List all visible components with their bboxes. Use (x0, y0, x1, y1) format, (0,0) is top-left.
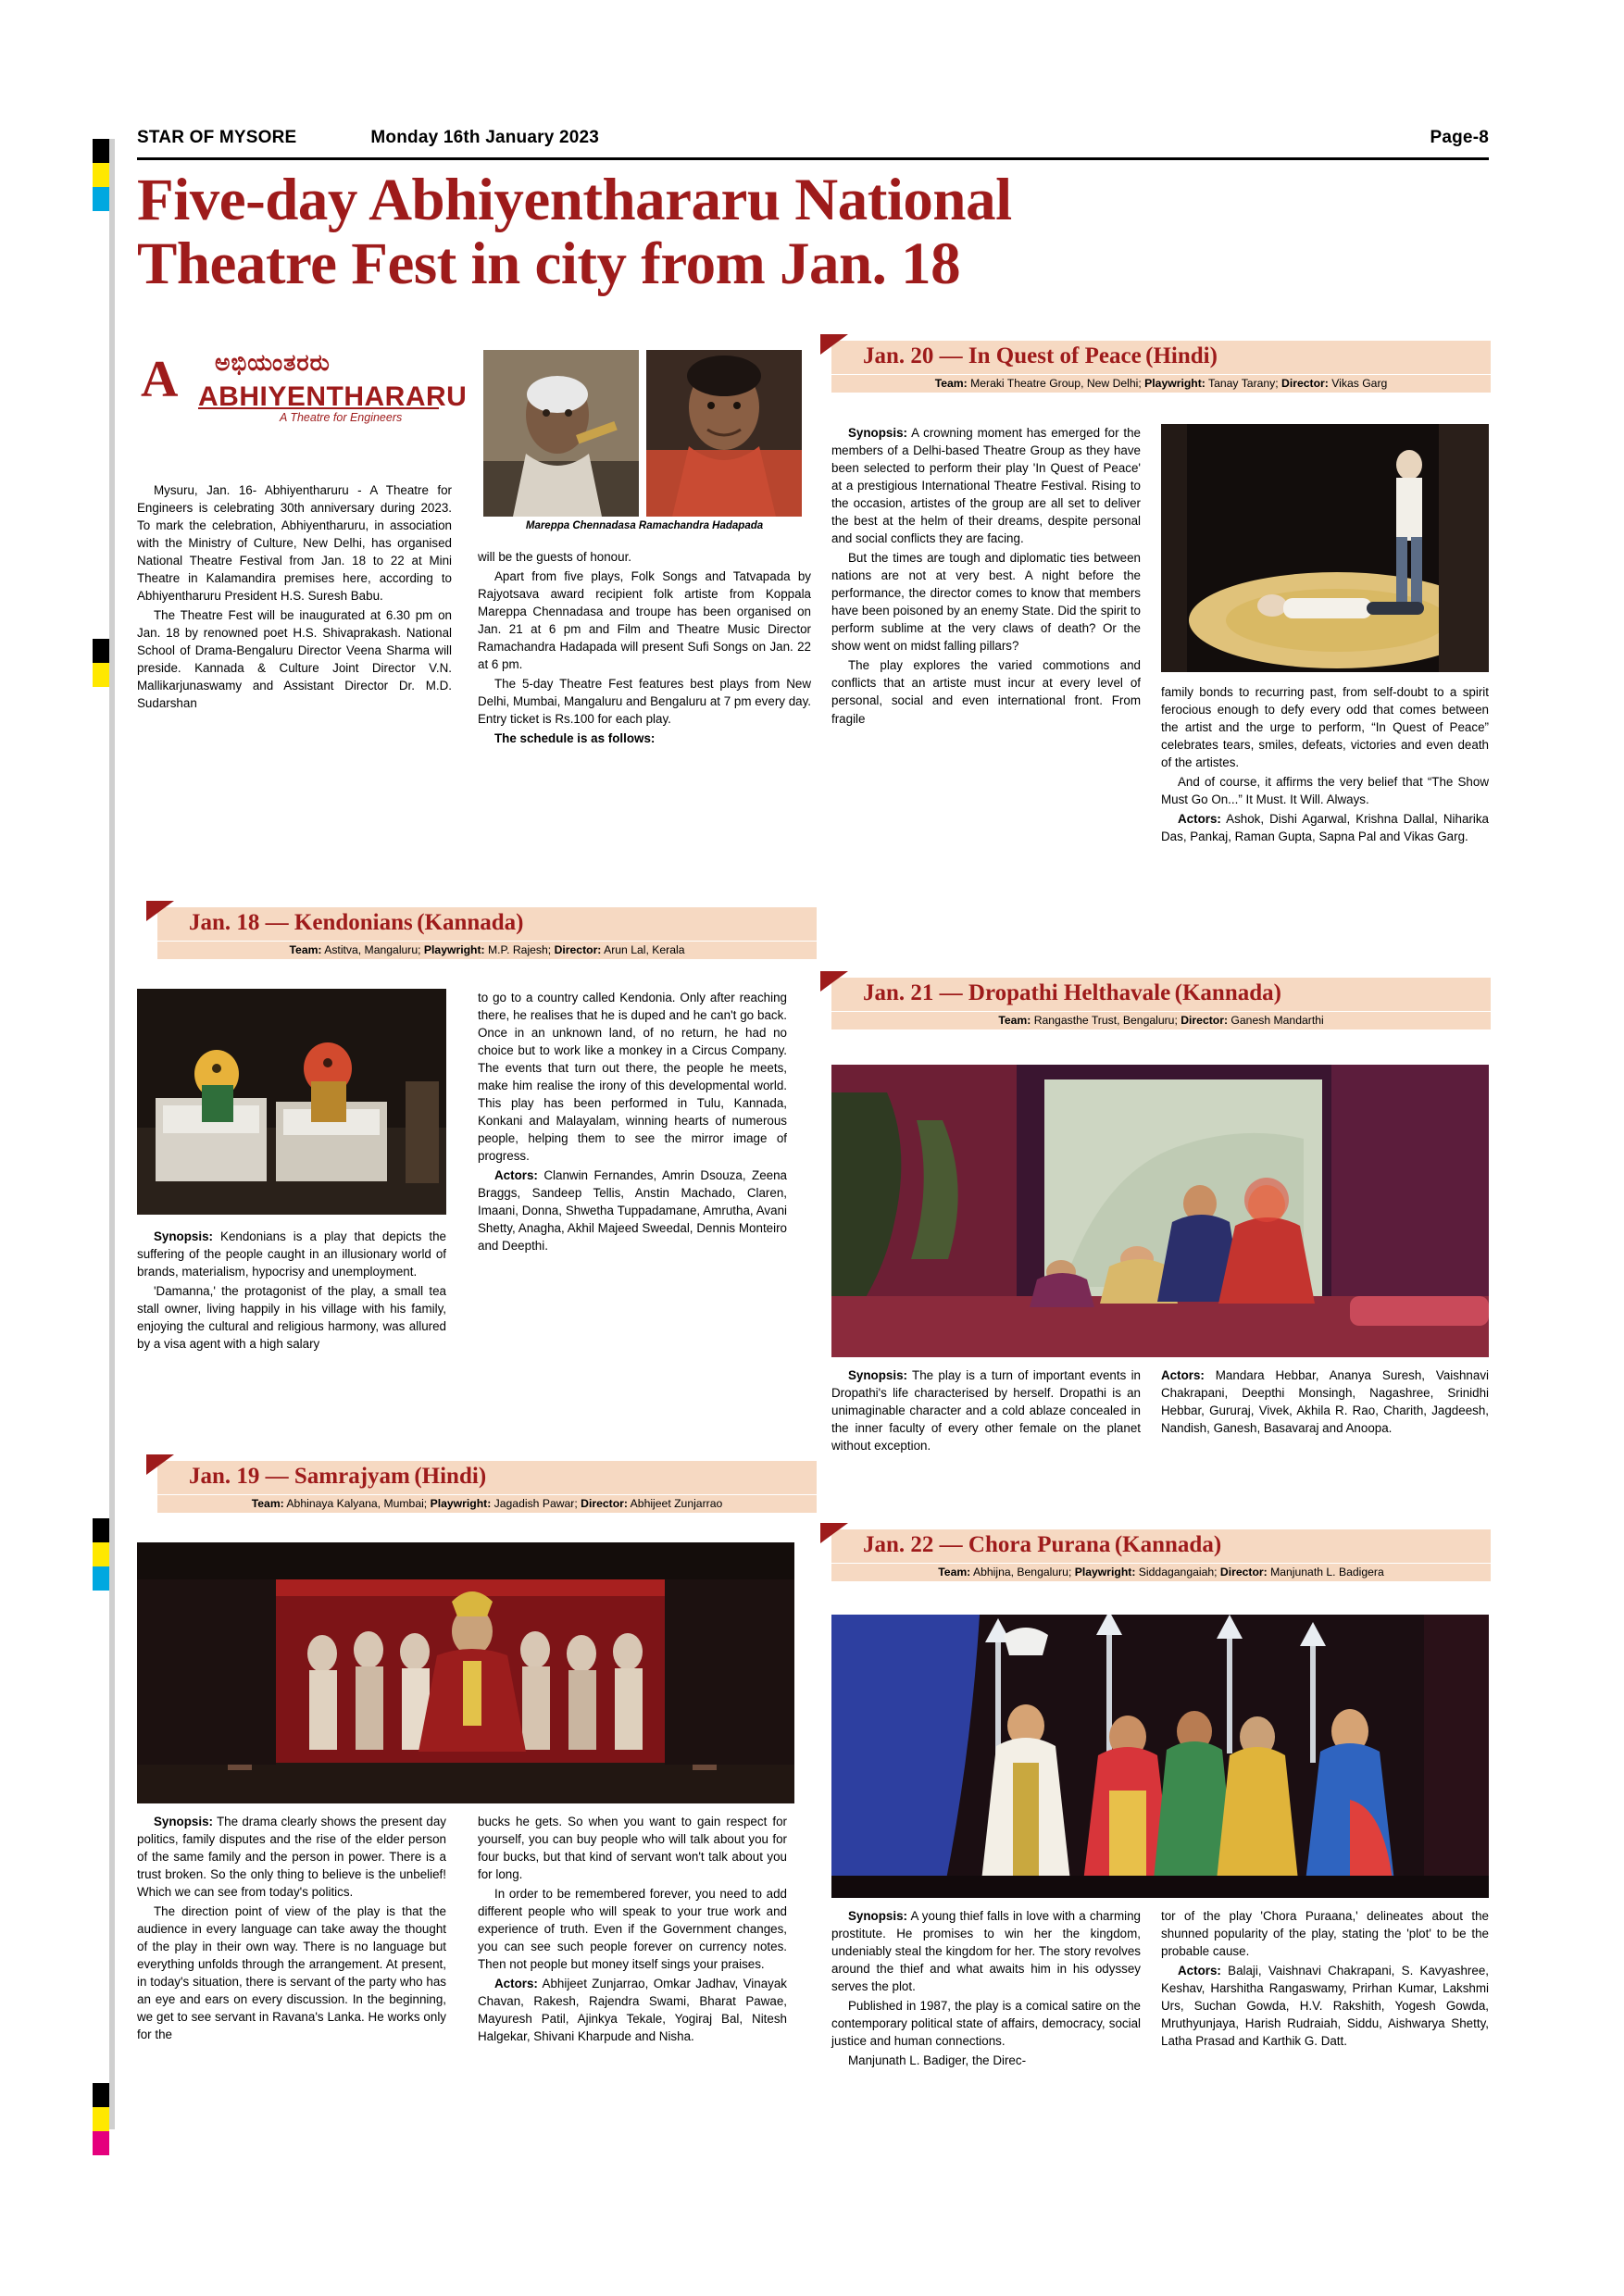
kendonians-text-col-b (478, 989, 787, 1256)
chora-actors-label: Actors: (1178, 1964, 1221, 1978)
section-quest-of-peace-team: Team: Meraki Theatre Group, New Delhi; Playwright: Tanay Tarany; Director: Vikas Garg (831, 374, 1491, 393)
section-chora-purana (831, 1529, 1491, 1581)
chora-paragraph-3: Manjunath L. Badiger, the Direc- (848, 2053, 1027, 2068)
chora-actors-text: Balaji, Vaishnavi Chakrapani, S. Kavyashree, Keshav, Harshitha Rangaswamy, Prirhan Kumar, Lakshmi Urs, Suchan Gowda, H.V. Rakshith, Yogesh Gowda, Mruthyunjaya, Harish Rudraiah, Siddu, Aishwarya Shetty, Latha Prasad and Karthik G. Datt. (1161, 1964, 1489, 2049)
quest-synopsis-text: A crowning moment has emerged for the members of a Delhi-based Theatre Group as they have been selected to perform their play 'In Quest of Peace' at a prestigious International Theatre Festival. Rising to the occasion, artistes of the group are all set to deliver the best at the helm of their dreams, despite personal and social conflicts they are facing. (831, 426, 1141, 546)
flag-icon (820, 1523, 848, 1543)
samrajyam-paragraph-3: bucks he gets. So when you want to gain respect for yourself, you can buy people who will talk about you for four bucks, but that kind of servant won't talk about you for long. (478, 1815, 787, 1882)
section-quest-of-peace-header (831, 341, 1491, 374)
margin-rule (109, 139, 115, 2129)
quest-paragraph-4: family bonds to recurring past, from self-doubt to a spirit ferocious enough to defy every odd that comes between the artist and the urge to perform, “In Quest of Peace” celebrates tears, smiles, defeats, victories and even death of the artistes. (1161, 685, 1489, 770)
photo-art-samrajyam (137, 1542, 794, 1803)
quest-actors-label: Actors: (1178, 812, 1221, 827)
intro-paragraph-1: Mysuru, Jan. 16- Abhiyentharuru - A Theatre for Engineers is celebrating 30th anniversary during 2023. To mark the celebration, Abhiyentharuru, in association with the Ministry of Culture, New Delhi, has organised National Theatre Festival from Jan. 18 to 22 at Mini Theatre in Kalamandira premises here, according to Abhiyentharuru President H.S. Suresh Babu. (137, 483, 452, 604)
section-kendonians-language: (Kannada) (417, 910, 524, 935)
samrajyam-actors-label: Actors: (494, 1977, 538, 1991)
chora-text-col-b (1161, 1907, 1489, 2052)
photo-kendonians (137, 989, 446, 1215)
photo-art-mareppa (483, 350, 639, 517)
logo-kannada-text: ಅಭಿಯಂತರರು (215, 350, 331, 376)
quest-paragraph-2: But the times are tough and diplomatic ties between nations are not at very best. A night before the performance, the director comes to know that members have been poisoned by an enemy State. Did the spirit to perform sublime at the very claws of death? Or the show went on midst falling pillars? (831, 551, 1141, 654)
kendonians-synopsis-label: Synopsis: (154, 1229, 213, 1243)
section-chora-purana-title: Jan. 22 — Chora Purana (863, 1532, 1111, 1557)
page-number: Page-8 (1430, 128, 1489, 147)
flag-icon (820, 334, 848, 355)
logo-name: ABHIYENTHARARU (198, 381, 468, 412)
section-quest-of-peace (831, 341, 1491, 393)
samrajyam-synopsis (137, 1813, 446, 1901)
section-samrajyam (157, 1461, 817, 1513)
samrajyam-paragraph-4: In order to be remembered forever, you need to add different people who will speak to your true work and experience of truth. Even if the Government changes, you can see such people forever on currency notes. Then not people but money itself sings your praises. (478, 1887, 787, 1972)
logo-tagline: A Theatre for Engineers (280, 411, 403, 424)
quest-paragraph-5: And of course, it affirms the very belief that “The Show Must Go On...” It Must. It Will. Always. (1161, 775, 1489, 807)
section-samrajyam-header (157, 1461, 817, 1494)
section-kendonians (157, 907, 817, 959)
issue-date: Monday 16th January 2023 (370, 128, 600, 147)
section-dropathi-language: (Kannada) (1174, 980, 1281, 1005)
photo-dropathi (831, 1065, 1489, 1357)
kendonians-paragraph-3: to go to a country called Kendonia. Only after reaching there, he realises that he is duped and he can't go back. Once in an unknown land, of no return, he had no choice but to work like a monkey in a Circus Company. The events that turn out there, the people he meets, make him realise the irony of this developmental world. This play has been performed in Tulu, Kannada, Konkani and Malayalam, winning hearts of numerous people, helping them to see the mirror image of progress. (478, 991, 787, 1164)
chora-paragraph-4: tor of the play 'Chora Puraana,' delineates about the shunned popularity of the play, stating the 'plot' to be the probable cause. (1161, 1909, 1489, 1959)
samrajyam-actors (478, 1975, 787, 2045)
photo-mareppa-chennadasa (483, 350, 639, 517)
intro-column-2 (478, 548, 811, 749)
intro-schedule-lead: The schedule is as follows: (494, 731, 656, 746)
dropathi-synopsis-text: The play is a turn of important events in Dropathi's life characterised by herself. Dropathi is an unimaginable character and a cold ablaze concealed in the inner faculty of every other female on the planet without exception. (831, 1368, 1141, 1454)
logo-letter-a: A (141, 351, 179, 408)
registration-marks-bottom (93, 2083, 109, 2155)
samrajyam-synopsis-label: Synopsis: (154, 1815, 213, 1828)
section-chora-purana-header (831, 1529, 1491, 1563)
section-quest-of-peace-title: Jan. 20 — In Quest of Peace (863, 343, 1142, 368)
kendonians-text-col-a (137, 1228, 446, 1354)
samrajyam-actors-text: Abhijeet Zunjarrao, Omkar Jadhav, Vinayak Chavan, Rakesh, Rajendra Swami, Bharat Pawae, Mayuresh Patil, Ajinkya Tekale, Yogiraj Bal, Nitesh Halgekar, Shivani Kharpude and Nisha. (478, 1977, 787, 2044)
section-dropathi (831, 978, 1491, 1029)
kendonians-actors (478, 1167, 787, 1254)
photo-art-chora-purana (831, 1615, 1489, 1898)
photo-caption-guests: Mareppa Chennadasa Ramachandra Hadapada (525, 520, 764, 531)
quest-synopsis (831, 424, 1141, 547)
dropathi-text-col-b (1161, 1366, 1489, 1439)
chora-synopsis-label: Synopsis: (848, 1909, 907, 1923)
samrajyam-text-col-b (478, 1813, 787, 2047)
kendonians-synopsis (137, 1228, 446, 1280)
paper-name: STAR OF MYSORE (137, 128, 297, 147)
intro-paragraph-5: The 5-day Theatre Fest features best plays from New Delhi, Mumbai, Mangaluru and Bengaluru at 7 pm every day. Entry ticket is Rs.100 for each play. (478, 677, 812, 727)
photo-chora-purana (831, 1615, 1489, 1898)
photo-ramachandra-hadapada (646, 350, 802, 517)
chora-paragraph-2: Published in 1987, the play is a comical satire on the contemporary political state of affairs, democracy, social justice and human connections. (831, 1999, 1141, 2049)
registration-marks-mid2 (93, 1518, 109, 1591)
photo-art-quest-of-peace (1161, 424, 1489, 672)
section-dropathi-title: Jan. 21 — Dropathi Helthavale (863, 980, 1171, 1005)
samrajyam-paragraph-2: The direction point of view of the play is that the audience in every language can take away the thought of the play in their own way. There is no language but everything unfolds through the arrangement. At present, in today's situation, there is servant of the party who has an eye and ears on every discussion. In the beginning, we get to see servant in Ravana's Lanka. He works only for the (137, 1904, 446, 2042)
flag-icon (820, 971, 848, 992)
intro-paragraph-4: Apart from five plays, Folk Songs and Tatvapada by Rajyotsava award recipient folk artiste from Koppala Mareppa Chennadasa and troupe has been organised on Jan. 21 at 6 pm and Film and Theatre Music Director Ramachandra Hadapada will present Sufi Songs on Jan. 22 at 6 pm. (478, 569, 811, 672)
quest-synopsis-label: Synopsis: (848, 426, 907, 440)
section-chora-purana-language: (Kannada) (1114, 1532, 1222, 1557)
abhiyentharuru-logo (141, 350, 468, 431)
headline-line-1: Five-day Abhiyenthararu National (137, 167, 1012, 233)
dropathi-text-col-a (831, 1366, 1141, 1456)
section-kendonians-title: Jan. 18 — Kendonians (189, 910, 413, 935)
quest-text-col-a (831, 424, 1141, 730)
quest-actors-text: Ashok, Dishi Agarwal, Krishna Dallal, Niharika Das, Pankaj, Raman Gupta, Sapna Pal and Vikas Garg. (1161, 812, 1489, 844)
dropathi-actors-text: Mandara Hebbar, Ananya Suresh, Vaishnavi Chakrapani, Deepthi Monsingh, Nagashree, Srinidhi Hebbar, Gururaj, Vivek, Akhila R. Rao, Charith, Jagdeesh, Nandish, Ganesh, Basavaraj and Anoopa. (1161, 1368, 1489, 1436)
photo-art-kendonians (137, 989, 446, 1215)
quest-paragraph-3: The play explores the varied commotions and conflicts that an artiste must incur at every level of personal, social and even international front. From fragile (831, 658, 1141, 726)
masthead (137, 128, 1489, 148)
samrajyam-synopsis-text: The drama clearly shows the present day politics, family disputes and the rise of the elder person of the same family and the person in power. There is a trust broken. So the only thing to believe is the unbelief! Which we can see from today's politics. (137, 1815, 446, 1900)
kendonians-actors-label: Actors: (494, 1168, 538, 1183)
photo-art-ramachandra (646, 350, 802, 517)
dropathi-synopsis (831, 1366, 1141, 1454)
dropathi-actors-label: Actors: (1161, 1368, 1205, 1382)
photo-art-dropathi (831, 1065, 1489, 1357)
chora-actors (1161, 1962, 1489, 2050)
quest-text-col-b (1161, 683, 1489, 847)
masthead-rule (137, 157, 1489, 160)
photo-quest-of-peace (1161, 424, 1489, 672)
dropathi-synopsis-label: Synopsis: (848, 1368, 907, 1382)
chora-synopsis (831, 1907, 1141, 1995)
registration-marks-top (93, 139, 109, 211)
flag-icon (146, 901, 174, 921)
section-dropathi-header (831, 978, 1491, 1011)
section-quest-of-peace-language: (Hindi) (1145, 343, 1218, 368)
photo-samrajyam (137, 1542, 794, 1803)
section-kendonians-header (157, 907, 817, 941)
section-samrajyam-title: Jan. 19 — Samrajyam (189, 1464, 410, 1489)
kendonians-paragraph-2: 'Damanna,' the protagonist of the play, a small tea stall owner, living happily in his village with his family, enjoying the cultural and religious harmony, was allured by a visa agent with a high salary (137, 1284, 446, 1352)
samrajyam-text-col-a (137, 1813, 446, 2045)
kendonians-synopsis-text: Kendonians is a play that depicts the suffering of the people caught in an illusionary world of brands, materialism, hypocrisy and unemployment. (137, 1229, 446, 1279)
section-samrajyam-team: Team: Abhinaya Kalyana, Mumbai; Playwright: Jagadish Pawar; Director: Abhijeet Zunjarrao (157, 1494, 817, 1513)
kendonians-actors-text: Clanwin Fernandes, Amrin Dsouza, Zeena Braggs, Sandeep Tellis, Anstin Machado, Claren, Imaani, Donna, Shwetha Tuppadamane, Amrutha, Avani Shetty, Anagha, Akhil Majeed Sweedal, Dennis Monteiro and Deepthi. (478, 1168, 787, 1254)
page-headline (137, 168, 1494, 296)
section-samrajyam-language: (Hindi) (414, 1464, 487, 1489)
chora-text-col-a (831, 1907, 1141, 2071)
intro-column-1 (137, 481, 452, 714)
dropathi-actors (1161, 1366, 1489, 1437)
section-dropathi-team: Team: Rangasthe Trust, Bengaluru; Director: Ganesh Mandarthi (831, 1011, 1491, 1029)
chora-synopsis-text: A young thief falls in love with a charming prostitute. He promises to win her the kingdom, undeniably steal the kingdom for her. The story revolves around the thief and what awaits him in his odyssey serves the plot. (831, 1909, 1141, 1994)
section-chora-purana-team: Team: Abhijna, Bengaluru; Playwright: Siddagangaiah; Director: Manjunath L. Badigera (831, 1563, 1491, 1581)
flag-icon (146, 1454, 174, 1475)
intro-paragraph-2: The Theatre Fest will be inaugurated at 6.30 pm on Jan. 18 by renowned poet H.S. Shivaprakash. National School of Drama-Bengaluru Director Veena Sharma will preside. Kannada & Culture Joint Director V.N. Mallikarjunaswamy and Assistant Director Dr. M.D. Sudarshan (137, 608, 452, 711)
intro-paragraph-3: will be the guests of honour. (478, 550, 632, 564)
quest-actors (1161, 810, 1489, 845)
registration-marks-mid1 (93, 639, 109, 687)
headline-line-2: Theatre Fest in city from Jan. 18 (137, 230, 961, 297)
section-kendonians-team: Team: Astitva, Mangaluru; Playwright: M.P. Rajesh; Director: Arun Lal, Kerala (157, 941, 817, 959)
